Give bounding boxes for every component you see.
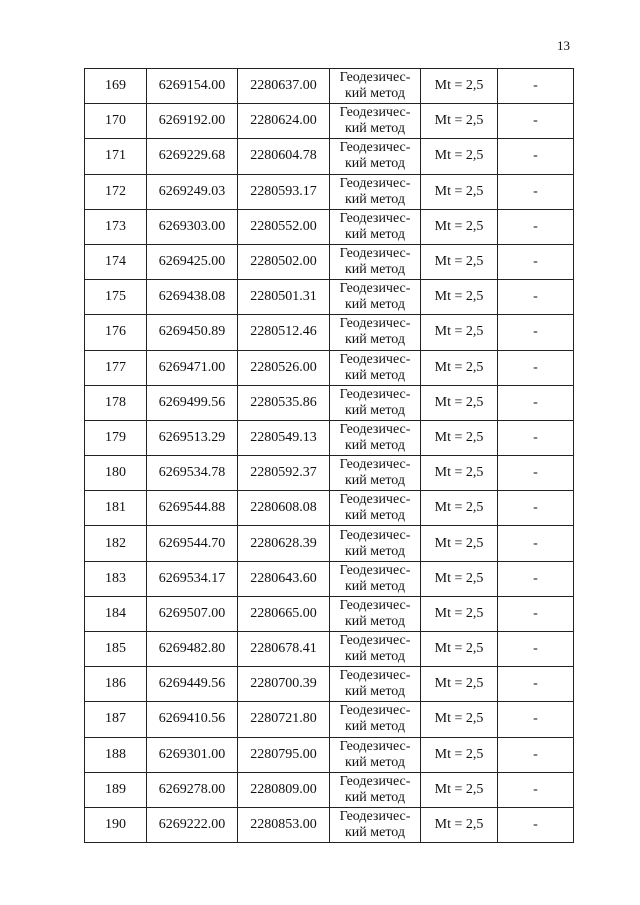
method-text-line: кий метод (344, 578, 405, 594)
point-number-cell: 180 (85, 456, 147, 491)
x-coordinate-cell: 6269301.00 (147, 737, 238, 772)
method-text-line: Геодезичес- (339, 105, 411, 121)
method-text-line: кий метод (344, 543, 405, 559)
method-cell (330, 315, 421, 350)
y-coordinate-cell: 2280853.00 (238, 807, 330, 842)
table-row (85, 174, 574, 209)
method-text-line: кий метод (344, 402, 405, 418)
y-coordinate-cell: 2280604.78 (238, 139, 330, 174)
x-coordinate-cell: 6269471.00 (147, 350, 238, 385)
method-text-line: Геодезичес- (339, 492, 411, 508)
x-coordinate-cell: 6269222.00 (147, 807, 238, 842)
table-row (85, 737, 574, 772)
accuracy-cell: Mt = 2,5 (421, 280, 498, 315)
accuracy-cell: Mt = 2,5 (421, 139, 498, 174)
y-coordinate-cell: 2280795.00 (238, 737, 330, 772)
method-text-line: Геодезичес- (339, 351, 411, 367)
point-number-cell: 184 (85, 596, 147, 631)
method-text-line: кий метод (344, 508, 405, 524)
method-text-line: кий метод (344, 262, 405, 278)
method-text-line: кий метод (344, 684, 405, 700)
x-coordinate-cell: 6269303.00 (147, 209, 238, 244)
method-text-line: Геодезичес- (339, 597, 411, 613)
x-coordinate-cell: 6269192.00 (147, 104, 238, 139)
y-coordinate-cell: 2280721.80 (238, 702, 330, 737)
accuracy-cell: Mt = 2,5 (421, 69, 498, 104)
x-coordinate-cell: 6269534.17 (147, 561, 238, 596)
note-cell: - (498, 104, 574, 139)
y-coordinate-cell: 2280637.00 (238, 69, 330, 104)
method-cell (330, 702, 421, 737)
note-cell: - (498, 420, 574, 455)
y-coordinate-cell: 2280549.13 (238, 420, 330, 455)
x-coordinate-cell: 6269249.03 (147, 174, 238, 209)
note-cell: - (498, 561, 574, 596)
point-number-cell: 171 (85, 139, 147, 174)
accuracy-cell: Mt = 2,5 (421, 244, 498, 279)
note-cell: - (498, 174, 574, 209)
table-row (85, 420, 574, 455)
accuracy-cell: Mt = 2,5 (421, 737, 498, 772)
method-text-line: Геодезичес- (339, 316, 411, 332)
method-text-line: Геодезичес- (339, 246, 411, 262)
accuracy-cell: Mt = 2,5 (421, 561, 498, 596)
method-text-line: кий метод (344, 473, 405, 489)
method-text-line: кий метод (344, 191, 405, 207)
point-number-cell: 186 (85, 667, 147, 702)
accuracy-cell: Mt = 2,5 (421, 315, 498, 350)
point-number-cell: 175 (85, 280, 147, 315)
method-text-line: Геодезичес- (339, 175, 411, 191)
note-cell: - (498, 526, 574, 561)
note-cell: - (498, 737, 574, 772)
table-row (85, 209, 574, 244)
y-coordinate-cell: 2280700.39 (238, 667, 330, 702)
table-row (85, 596, 574, 631)
table-row (85, 561, 574, 596)
method-cell (330, 209, 421, 244)
point-number-cell: 188 (85, 737, 147, 772)
page-number: 13 (557, 38, 570, 53)
note-cell: - (498, 491, 574, 526)
method-text-line: Геодезичес- (339, 738, 411, 754)
point-number-cell: 187 (85, 702, 147, 737)
note-cell: - (498, 350, 574, 385)
point-number-cell: 177 (85, 350, 147, 385)
y-coordinate-cell: 2280678.41 (238, 632, 330, 667)
note-cell: - (498, 702, 574, 737)
y-coordinate-cell: 2280624.00 (238, 104, 330, 139)
x-coordinate-cell: 6269425.00 (147, 244, 238, 279)
note-cell: - (498, 596, 574, 631)
table-row (85, 139, 574, 174)
method-text-line: кий метод (344, 754, 405, 770)
table-row (85, 702, 574, 737)
y-coordinate-cell: 2280535.86 (238, 385, 330, 420)
point-number-cell: 182 (85, 526, 147, 561)
point-number-cell: 183 (85, 561, 147, 596)
accuracy-cell: Mt = 2,5 (421, 350, 498, 385)
method-cell (330, 280, 421, 315)
x-coordinate-cell: 6269449.56 (147, 667, 238, 702)
method-text-line: кий метод (344, 226, 405, 242)
point-number-cell: 179 (85, 420, 147, 455)
note-cell: - (498, 667, 574, 702)
note-cell: - (498, 280, 574, 315)
table-row (85, 526, 574, 561)
method-text-line: кий метод (344, 789, 405, 805)
table-row (85, 280, 574, 315)
note-cell: - (498, 69, 574, 104)
note-cell: - (498, 385, 574, 420)
table-row (85, 104, 574, 139)
method-cell (330, 420, 421, 455)
accuracy-cell: Mt = 2,5 (421, 385, 498, 420)
note-cell: - (498, 244, 574, 279)
method-text-line: Геодезичес- (339, 668, 411, 684)
point-number-cell: 173 (85, 209, 147, 244)
point-number-cell: 176 (85, 315, 147, 350)
method-text-line: Геодезичес- (339, 140, 411, 156)
coordinates-table (84, 68, 574, 843)
accuracy-cell: Mt = 2,5 (421, 456, 498, 491)
method-text-line: кий метод (344, 121, 405, 137)
method-cell (330, 526, 421, 561)
x-coordinate-cell: 6269544.70 (147, 526, 238, 561)
method-cell (330, 491, 421, 526)
y-coordinate-cell: 2280809.00 (238, 772, 330, 807)
method-cell (330, 244, 421, 279)
table-row (85, 350, 574, 385)
method-text-line: Геодезичес- (339, 457, 411, 473)
point-number-cell: 178 (85, 385, 147, 420)
accuracy-cell: Mt = 2,5 (421, 174, 498, 209)
table-row (85, 772, 574, 807)
method-text-line: Геодезичес- (339, 809, 411, 825)
x-coordinate-cell: 6269499.56 (147, 385, 238, 420)
method-cell (330, 456, 421, 491)
method-text-line: Геодезичес- (339, 281, 411, 297)
method-cell (330, 104, 421, 139)
y-coordinate-cell: 2280593.17 (238, 174, 330, 209)
point-number-cell: 181 (85, 491, 147, 526)
table-row (85, 244, 574, 279)
method-text-line: кий метод (344, 156, 405, 172)
method-cell (330, 772, 421, 807)
accuracy-cell: Mt = 2,5 (421, 772, 498, 807)
method-text-line: кий метод (344, 86, 405, 102)
accuracy-cell: Mt = 2,5 (421, 526, 498, 561)
method-cell (330, 350, 421, 385)
table-row (85, 632, 574, 667)
note-cell: - (498, 315, 574, 350)
x-coordinate-cell: 6269410.56 (147, 702, 238, 737)
y-coordinate-cell: 2280512.46 (238, 315, 330, 350)
x-coordinate-cell: 6269229.68 (147, 139, 238, 174)
table-row (85, 491, 574, 526)
method-text-line: Геодезичес- (339, 773, 411, 789)
y-coordinate-cell: 2280526.00 (238, 350, 330, 385)
y-coordinate-cell: 2280665.00 (238, 596, 330, 631)
point-number-cell: 172 (85, 174, 147, 209)
accuracy-cell: Mt = 2,5 (421, 420, 498, 455)
note-cell: - (498, 632, 574, 667)
method-text-line: Геодезичес- (339, 210, 411, 226)
method-text-line: кий метод (344, 613, 405, 629)
note-cell: - (498, 807, 574, 842)
y-coordinate-cell: 2280592.37 (238, 456, 330, 491)
y-coordinate-cell: 2280501.31 (238, 280, 330, 315)
note-cell: - (498, 772, 574, 807)
accuracy-cell: Mt = 2,5 (421, 632, 498, 667)
accuracy-cell: Mt = 2,5 (421, 807, 498, 842)
method-text-line: кий метод (344, 332, 405, 348)
method-text-line: Геодезичес- (339, 386, 411, 402)
accuracy-cell: Mt = 2,5 (421, 667, 498, 702)
method-text-line: Геодезичес- (339, 527, 411, 543)
method-cell (330, 561, 421, 596)
note-cell: - (498, 456, 574, 491)
method-cell (330, 174, 421, 209)
note-cell: - (498, 209, 574, 244)
accuracy-cell: Mt = 2,5 (421, 702, 498, 737)
y-coordinate-cell: 2280552.00 (238, 209, 330, 244)
x-coordinate-cell: 6269482.80 (147, 632, 238, 667)
method-text-line: Геодезичес- (339, 633, 411, 649)
point-number-cell: 169 (85, 69, 147, 104)
method-text-line: кий метод (344, 649, 405, 665)
method-text-line: кий метод (344, 437, 405, 453)
method-cell (330, 807, 421, 842)
table-row (85, 315, 574, 350)
method-text-line: кий метод (344, 825, 405, 841)
method-text-line: кий метод (344, 297, 405, 313)
accuracy-cell: Mt = 2,5 (421, 209, 498, 244)
note-cell: - (498, 139, 574, 174)
y-coordinate-cell: 2280502.00 (238, 244, 330, 279)
method-text-line: Геодезичес- (339, 562, 411, 578)
accuracy-cell: Mt = 2,5 (421, 596, 498, 631)
accuracy-cell: Mt = 2,5 (421, 104, 498, 139)
accuracy-cell: Mt = 2,5 (421, 491, 498, 526)
table-row (85, 456, 574, 491)
method-text-line: Геодезичес- (339, 421, 411, 437)
method-text-line: Геодезичес- (339, 70, 411, 86)
table-row (85, 385, 574, 420)
y-coordinate-cell: 2280628.39 (238, 526, 330, 561)
method-cell (330, 737, 421, 772)
point-number-cell: 185 (85, 632, 147, 667)
point-number-cell: 174 (85, 244, 147, 279)
y-coordinate-cell: 2280608.08 (238, 491, 330, 526)
point-number-cell: 190 (85, 807, 147, 842)
x-coordinate-cell: 6269534.78 (147, 456, 238, 491)
method-cell (330, 385, 421, 420)
method-cell (330, 69, 421, 104)
x-coordinate-cell: 6269278.00 (147, 772, 238, 807)
point-number-cell: 170 (85, 104, 147, 139)
x-coordinate-cell: 6269438.08 (147, 280, 238, 315)
y-coordinate-cell: 2280643.60 (238, 561, 330, 596)
method-cell (330, 596, 421, 631)
method-cell (330, 667, 421, 702)
method-text-line: кий метод (344, 719, 405, 735)
method-cell (330, 139, 421, 174)
table-row (85, 667, 574, 702)
point-number-cell: 189 (85, 772, 147, 807)
x-coordinate-cell: 6269544.88 (147, 491, 238, 526)
x-coordinate-cell: 6269154.00 (147, 69, 238, 104)
table-row (85, 807, 574, 842)
table-row (85, 69, 574, 104)
method-text-line: кий метод (344, 367, 405, 383)
method-text-line: Геодезичес- (339, 703, 411, 719)
x-coordinate-cell: 6269513.29 (147, 420, 238, 455)
method-cell (330, 632, 421, 667)
x-coordinate-cell: 6269507.00 (147, 596, 238, 631)
x-coordinate-cell: 6269450.89 (147, 315, 238, 350)
